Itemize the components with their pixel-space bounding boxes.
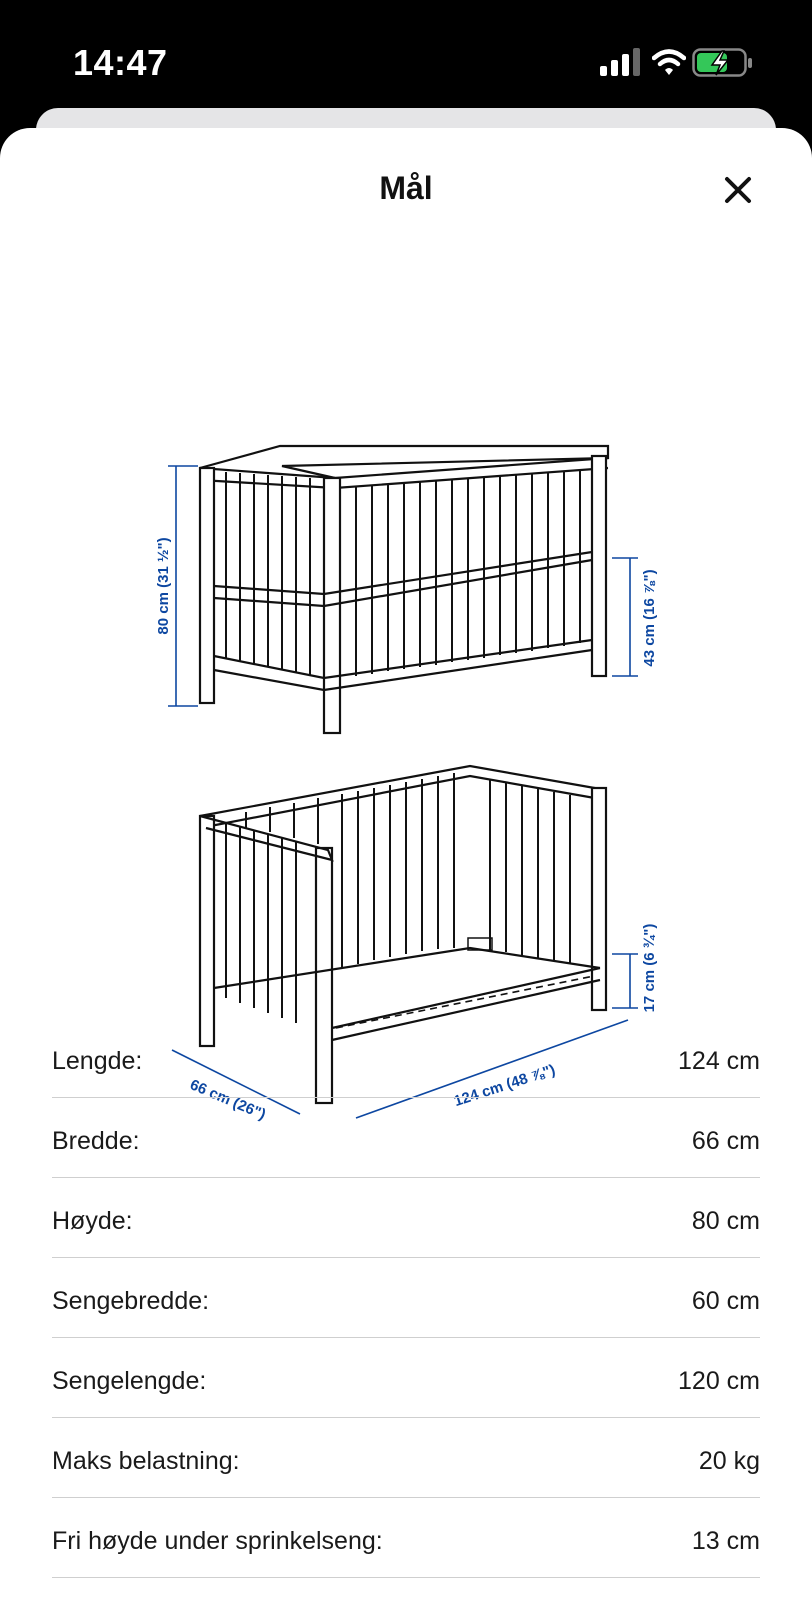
dimension-row-bed-width: [52, 1258, 760, 1338]
dimension-label: Lengde:: [52, 1047, 143, 1075]
sheet-title: Mål: [379, 170, 433, 206]
dimension-value: 124 cm: [678, 1047, 760, 1075]
dimension-row-height: [52, 1178, 760, 1258]
status-time: 14:47: [73, 42, 168, 83]
dimension-row-bed-length: [52, 1338, 760, 1418]
dimension-row-max-load: [52, 1418, 760, 1498]
dimension-label-height: 80 cm (31 ½"): [155, 537, 172, 635]
close-icon: [718, 170, 758, 210]
dimension-row-width: [52, 1098, 760, 1178]
wifi-icon: [652, 48, 686, 78]
sheet-header: [0, 128, 812, 248]
cellular-signal-icon: [600, 48, 644, 78]
dimension-label-length: 124 cm (48 ⅞"): [451, 1061, 558, 1111]
dimension-label: Maks belastning:: [52, 1447, 240, 1475]
battery-charging-icon: [692, 48, 754, 78]
dimension-row-length: [52, 1018, 760, 1098]
dimension-value: 13 cm: [691, 1527, 760, 1555]
dimension-label: Sengelengde:: [52, 1367, 207, 1395]
dimension-label: Sengebredde:: [52, 1287, 210, 1315]
crib-high-drawing: [200, 446, 608, 733]
dimension-label-low-height: 17 cm (6 ¾"): [641, 923, 658, 1013]
dimension-value: 80 cm: [691, 1207, 760, 1235]
dimension-label-width: 66 cm (26"): [187, 1076, 269, 1124]
status-bar: [0, 0, 812, 110]
dimension-row-clearance: [52, 1498, 760, 1578]
dimension-value: 20 kg: [698, 1447, 760, 1475]
dimensions-sheet: [0, 128, 812, 1600]
dimension-label: Fri høyde under sprinkelseng:: [52, 1527, 383, 1555]
close-button[interactable]: [718, 170, 758, 210]
dimension-value: 120 cm: [678, 1367, 760, 1395]
dimension-label-rail-height: 43 cm (16 ⅞"): [641, 569, 658, 667]
dimension-label: Høyde:: [52, 1207, 133, 1235]
dimension-label: Bredde:: [52, 1127, 140, 1155]
dimension-value: 66 cm: [691, 1127, 760, 1155]
dimension-value: 60 cm: [691, 1287, 760, 1315]
dimensions-list: [52, 1018, 760, 1578]
